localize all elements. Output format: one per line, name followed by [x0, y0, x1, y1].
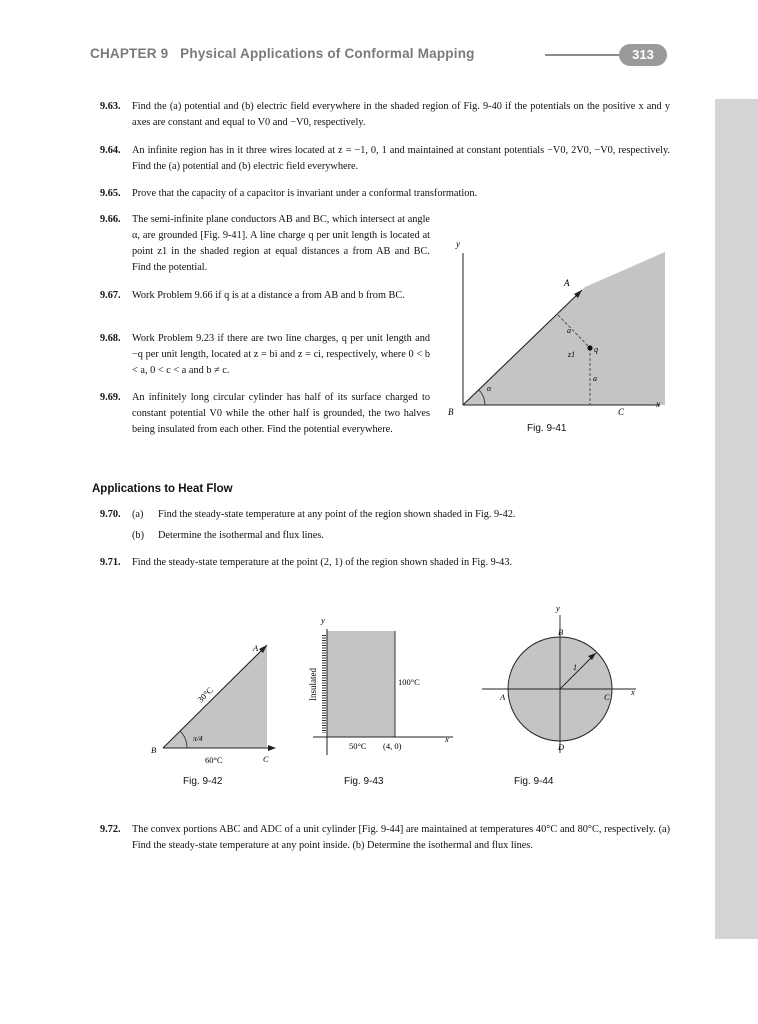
problem-number: 9.69.	[100, 392, 121, 403]
problem-number: 9.63.	[100, 101, 121, 112]
label-temp-base: 60°C	[205, 755, 223, 765]
problem-9-65	[100, 186, 670, 202]
problem-number: 9.72.	[100, 824, 121, 835]
problem-9-70-part-a	[132, 507, 515, 523]
problem-number: 9.65.	[100, 188, 121, 199]
problem-text: An infinite region has in it three wires located at z = −1, 0, 1 and maintained at constant potentials −V0, 2V0, −V0, respectively. Find the (a) potential and (b) electric field everywhere.	[132, 145, 670, 172]
label-angle: π/4	[193, 734, 203, 743]
problem-text: An infinitely long circular cylinder has half of its surface charged to constant potential V0 while the other half is grounded, the two halves being insulated from each other. Find the potential everywhere.	[132, 392, 430, 435]
label-b-point: B	[448, 407, 454, 415]
problem-text: The semi-infinite plane conductors AB and BC, which intersect at angle α, are grounded [Fig. 9-41]. A line charge q per unit length is located at point z1 in the shaded region at equal distances a from AB and BC. Find the potential.	[132, 214, 430, 273]
figure-9-42	[145, 635, 280, 770]
figure-9-44	[478, 603, 648, 763]
problem-number: 9.68.	[100, 333, 121, 344]
problem-9-71	[100, 555, 670, 571]
label-d-point: D	[558, 742, 565, 752]
header-rule	[545, 54, 625, 56]
label-c-point: C	[604, 692, 610, 702]
problem-text: Find the steady-state temperature at the point (2, 1) of the region shown shaded in Fig. 9-43.	[132, 557, 513, 568]
caption-9-44: Fig. 9-44	[514, 776, 554, 787]
part-text: Find the steady-state temperature at any point of the region shown shaded in Fig. 9-42.	[158, 509, 516, 520]
shaded-rectangle	[327, 631, 395, 737]
label-y: y	[556, 603, 560, 613]
label-y: y	[456, 239, 460, 249]
label-b-point: B	[151, 745, 157, 755]
shaded-region	[463, 252, 665, 405]
problem-9-64	[100, 143, 670, 175]
label-alpha: α	[487, 384, 492, 393]
problem-9-70-part-b	[132, 528, 324, 544]
problem-9-63	[100, 99, 670, 131]
label-point: (4, 0)	[383, 741, 402, 751]
caption-9-43: Fig. 9-43	[344, 776, 384, 787]
problem-text: Work Problem 9.23 if there are two line charges, q per unit length and −q per unit length, located at z = bi and z = ci, respectively, where 0 < b < a, 0 < c < a and b ≠ c.	[132, 333, 430, 376]
problem-number: 9.66.	[100, 214, 121, 225]
figure-9-41	[440, 235, 680, 415]
label-a-point: A	[253, 643, 259, 653]
problem-text: Find the (a) potential and (b) electric field everywhere in the shaded region of Fig. 9-40 if the potentials on the positive x and y axes are constant and equal to V0 and −V0, respectively.	[132, 101, 670, 128]
problem-9-69	[100, 390, 430, 438]
section-heading: Applications to Heat Flow	[92, 483, 233, 495]
problem-text: Work Problem 9.66 if q is at a distance a from AB and b from BC.	[132, 290, 405, 301]
problem-9-72	[100, 822, 670, 854]
label-temp-hyp: 30°C	[195, 684, 215, 705]
label-a-point: A	[564, 278, 570, 288]
chapter-label: CHAPTER 9	[90, 46, 169, 61]
charge-point	[587, 345, 592, 350]
label-c-point: C	[263, 754, 269, 764]
label-a-top: a	[567, 326, 571, 335]
label-a-point: A	[500, 692, 506, 702]
label-b-point: B	[558, 627, 564, 637]
label-radius: 1	[573, 663, 577, 672]
caption-9-42: Fig. 9-42	[183, 776, 223, 787]
problem-9-68	[100, 331, 430, 379]
problem-9-66	[100, 212, 430, 276]
page-number: 313	[619, 44, 667, 66]
label-insulated: Insulated	[308, 668, 318, 701]
label-y: y	[321, 615, 325, 625]
part-label: (b)	[132, 530, 145, 541]
side-tab	[715, 99, 758, 939]
label-q: q	[594, 345, 598, 354]
label-x: x	[631, 687, 635, 697]
problem-number: 9.70.	[100, 509, 121, 520]
label-x: x	[656, 399, 660, 409]
arrowhead-c	[268, 745, 276, 751]
problem-9-67	[100, 288, 430, 304]
label-temp-right: 100°C	[398, 677, 420, 687]
part-label: (a)	[132, 509, 144, 520]
figure-9-43	[305, 615, 460, 755]
problem-number: 9.67.	[100, 290, 121, 301]
chapter-heading	[90, 46, 475, 61]
page-header	[0, 0, 758, 80]
label-x: x	[445, 734, 449, 744]
chapter-title: Physical Applications of Conformal Mapping	[180, 46, 475, 61]
caption-9-41: Fig. 9-41	[527, 423, 567, 434]
problem-text: The convex portions ABC and ADC of a unit cylinder [Fig. 9-44] are maintained at temperatures 40°C and 80°C, respectively. (a) Find the steady-state temperature at any point inside. (b) Determine the isothermal and flux lines.	[132, 824, 670, 851]
label-z1: z1	[568, 350, 576, 359]
problem-number: 9.64.	[100, 145, 121, 156]
label-c-point: C	[618, 407, 625, 415]
label-temp-bottom: 50°C	[349, 741, 367, 751]
part-text: Determine the isothermal and flux lines.	[158, 530, 324, 541]
problem-number: 9.71.	[100, 557, 121, 568]
problem-text: Prove that the capacity of a capacitor is invariant under a conformal transformation.	[132, 188, 478, 199]
label-a-right: a	[593, 374, 597, 383]
